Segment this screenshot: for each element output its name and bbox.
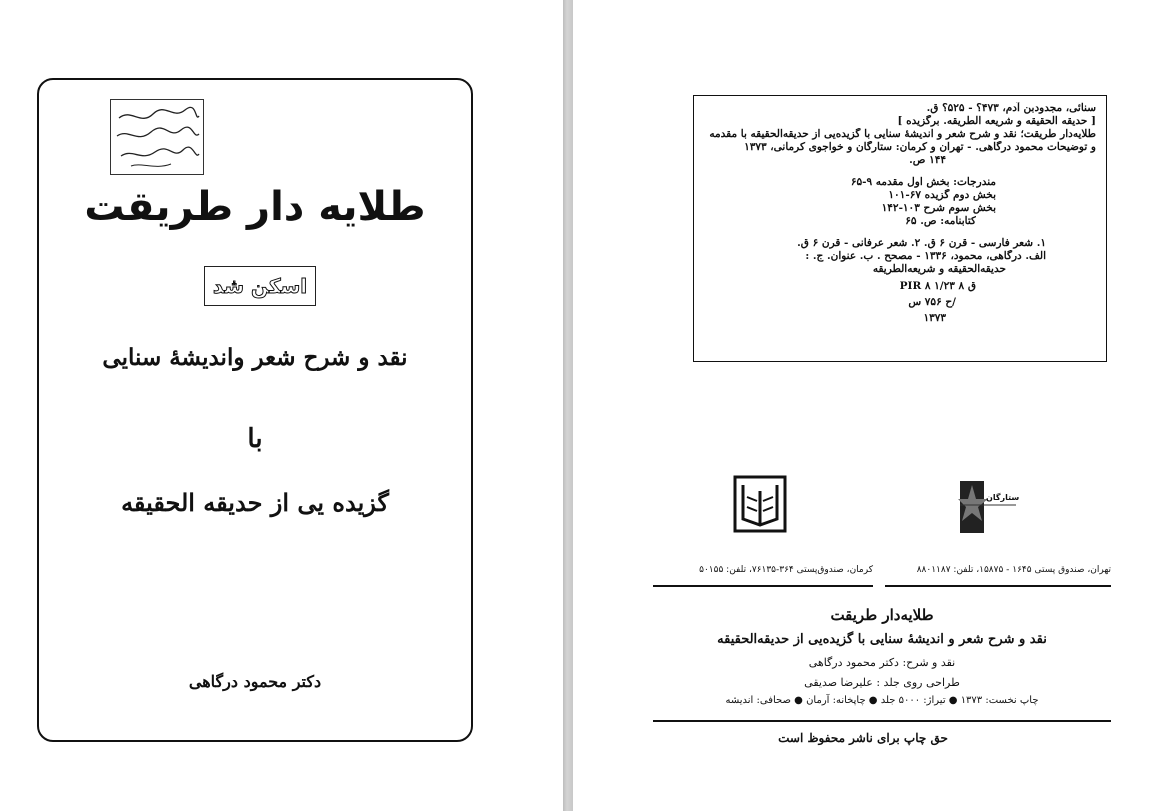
catalog-line: ۱۳۷۳	[923, 312, 946, 324]
catalog-line: PIR ۸ ۱/۲۳ ۸ ق	[899, 280, 976, 292]
catalog-card	[693, 95, 1107, 362]
scan-badge: اسکن شد	[204, 266, 316, 306]
divider-left	[653, 585, 873, 587]
page-gutter	[563, 0, 573, 811]
catalog-line: مندرجات: بخش اول مقدمه ۹-۶۵	[850, 176, 996, 188]
catalog-line: ۱۴۴ ص.	[909, 154, 946, 166]
cover-selection-title: گزیده یی از حدیقه الحقیقه	[121, 488, 389, 517]
publisher-address-kerman: کرمان، صندوق‌پستی ۳۶۴-۷۶۱۳۵، تلفن: ۵۰۱۵۵	[699, 565, 873, 575]
right-page-imprint	[573, 0, 1167, 811]
catalog-line: [ حدیقه الحقیقه و شریعه الطریقه. برگزیده ]	[897, 115, 1096, 127]
publisher-right-name: ستارگان	[986, 493, 1020, 502]
cover-title: طلایه دار طریقت	[84, 184, 426, 230]
catalog-line: /ح ۷۵۶ س	[908, 296, 956, 308]
cover-author: دکتر محمود درگاهی	[188, 672, 322, 691]
credit-cover-design: طراحی روی جلد : علیرضا صدیقی	[804, 676, 960, 689]
catalog-line: سنائی، مجدودبن آدم، ۴۷۳؟ - ۵۲۵؟ ق.	[926, 102, 1096, 114]
copyright-notice: حق چاپ برای ناشر محفوظ است	[778, 731, 948, 745]
publisher-address-tehran: تهران، صندوق پستی ۱۶۴۵ - ۱۵۸۷۵، تلفن: ۸۸۰۱۱۸۷	[916, 565, 1111, 575]
catalog-line: طلایه‌دار طریقت؛ نقد و شرح شعر و اندیشهٔ سنایی با گزیده‌یی از حدیقه‌الحقیقه با مقدمه	[709, 128, 1096, 140]
book-title: طلایه‌دار طریقت	[830, 606, 934, 624]
left-page-cover	[0, 0, 563, 811]
handwritten-stamp-icon	[111, 100, 205, 176]
cover-frame	[37, 78, 473, 742]
publisher-book-logo-icon	[733, 475, 787, 533]
divider-bottom	[653, 720, 1111, 722]
book-subtitle: نقد و شرح شعر و اندیشهٔ سنایی با گزیده‌یی از حدیقه‌الحقیقه	[717, 632, 1047, 647]
catalog-line: کتابنامه: ص. ۶۵	[905, 215, 976, 227]
catalog-line: و توضیحات محمود درگاهی. - تهران و کرمان: ستارگان و خواجوی کرمانی، ۱۳۷۳	[744, 141, 1096, 153]
catalog-line: ۱. شعر فارسی - قرن ۶ ق. ۲. شعر عرفانی - قرن ۶ ق.	[797, 237, 1046, 249]
catalog-line: حدیقه‌الحقیقه و شریعه‌الطریقه	[872, 263, 1006, 275]
cover-subtitle: نقد و شرح شعر واندیشهٔ سنایی	[102, 344, 408, 371]
divider-right	[885, 585, 1111, 587]
publisher-star-logo-icon	[958, 475, 1018, 535]
cover-connector: با	[247, 424, 263, 454]
catalog-line: بخش سوم شرح ۱۰۳-۱۴۲	[881, 202, 996, 214]
catalog-line: الف. درگاهی، محمود، ۱۳۳۶ - مصحح . ب. عنوان. ج. :	[805, 250, 1046, 262]
library-stamp	[110, 99, 204, 175]
credit-print-info: چاپ نخست: ۱۳۷۳ ● تیراژ: ۵۰۰۰ جلد ● چاپخانه: آرمان ● صحافی: اندیشه	[725, 695, 1039, 706]
catalog-line: بخش دوم گزیده ۶۷-۱۰۱	[888, 189, 996, 201]
credit-commentary: نقد و شرح: دکتر محمود درگاهی	[808, 656, 956, 669]
